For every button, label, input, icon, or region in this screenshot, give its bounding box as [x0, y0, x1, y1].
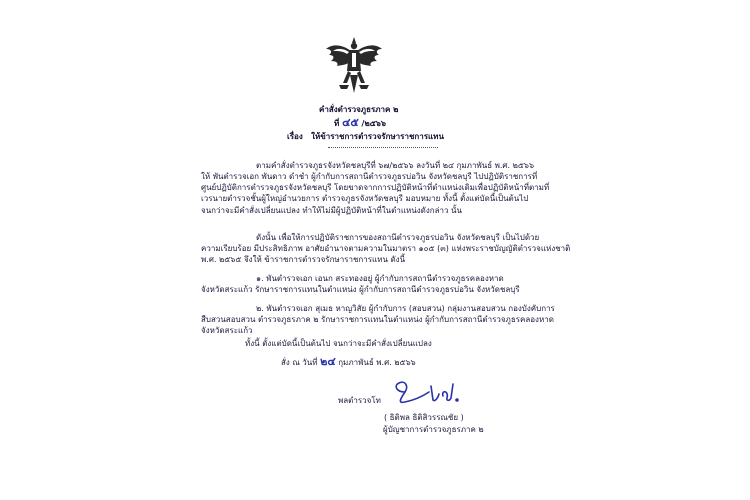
dateline	[281, 356, 416, 368]
subject-label: เรื่อง	[287, 132, 303, 141]
dateline-rest: กุมภาพันธ์ พ.ศ. ๒๕๖๖	[338, 358, 416, 367]
signature-position: ผู้บัญชาการตำรวจภูธรภาค ๒	[383, 425, 484, 434]
dateline-prefix: สั่ง ณ วันที่	[281, 358, 318, 367]
subject-text: ให้ข้าราชการตำรวจรักษาราชการแทน	[311, 132, 444, 141]
handwritten-signature	[383, 378, 473, 408]
item-1-line: ๑. พันตำรวจเอก เอนก สระทองอยู่ ผู้กำกับการสถานีตำรวจภูธรคลองหาด	[256, 274, 504, 283]
paragraph-1-line: ศูนย์ปฏิบัติการตำรวจภูธรจังหวัดชลบุรี โดยขาดจากการปฏิบัติหน้าที่ตำแหน่งเดิมเพื่อปฏิบัติหน้าที่ตามที่	[201, 183, 550, 192]
order-number	[334, 117, 386, 129]
handwritten-number: ๔๕	[342, 116, 359, 129]
signature-name: ( ธิติพล ธิติสิวรรณชัย )	[384, 413, 464, 422]
paragraph-2-line: ความเรียบร้อย มีประสิทธิภาพ อาศัยอำนาจตามความในมาตรา ๑๐๕ (๓) แห่งพระราชบัญญัติตำรวจแห่งชาติ	[201, 244, 571, 253]
order-title: คำสั่งตำรวจภูธรภาค ๒	[319, 105, 399, 114]
paragraph-1-line: ตามคำสั่งตำรวจภูธรจังหวัดชลบุรีที่ ๖๗/๒๕๖๖ ลงวันที่ ๒๔ กุมภาพันธ์ พ.ศ. ๒๕๖๖	[256, 161, 535, 170]
signature-rank: พลตำรวจโท	[338, 396, 381, 405]
paragraph-2-line: พ.ศ. ๒๕๖๕ จึงให้ ข้าราชการตำรวจรักษาราชการแทน ดังนี้	[201, 255, 406, 264]
item-1-line: จังหวัดสระแก้ว รักษาราชการแทนในตำแหน่ง ผู้กำกับการสถานีตำรวจภูธรบ่อวิน จังหวัดชลบุรี	[201, 285, 520, 294]
item-2-line: จังหวัดสระแก้ว	[201, 326, 253, 335]
paragraph-1-line: เวรนายตำรวจชั้นผู้ใหญ่อำนวยการ ตำรวจภูธรจังหวัดชลบุรี มอบหมาย ทั้งนี้ ตั้งแต่บัดนี้เป็นต้นไป	[201, 194, 529, 203]
item-2-line: สืบสวนสอบสวน ตำรวจภูธรภาค ๒ รักษาราชการแทนในตำแหน่ง ผู้กำกับการสถานีตำรวจภูธรคลองหาด	[201, 315, 554, 324]
subject-line	[287, 131, 444, 142]
header-divider	[328, 147, 438, 148]
paragraph-1-line: จนกว่าจะมีคำสั่งเปลี่ยนแปลง ทำให้ไม่มีผู้ปฏิบัติหน้าที่ในตำแหน่งดังกล่าว นั้น	[201, 206, 462, 215]
handwritten-day: ๒๔	[320, 355, 336, 368]
paragraph-1-line: ให้ พันตำรวจเอก พันดาว ดำชำ ผู้กำกับการสถานีตำรวจภูธรบ่อวิน จังหวัดชลบุรี ไปปฏิบัติราชการที่	[201, 172, 538, 181]
number-prefix: ที่	[334, 119, 340, 128]
garuda-emblem	[323, 35, 385, 97]
number-suffix: /๒๕๖๖	[361, 119, 386, 128]
paragraph-2-line: ดังนั้น เพื่อให้การปฏิบัติราชการของสถานีตำรวจภูธรบ่อวิน จังหวัดชลบุรี เป็นไปด้วย	[256, 233, 540, 242]
closing-line: ทั้งนี้ ตั้งแต่บัดนี้เป็นต้นไป จนกว่าจะมีคำสั่งเปลี่ยนแปลง	[245, 339, 432, 348]
item-2-line: ๒. พันตำรวจเอก สุเมธ หาญวิสัย ผู้กำกับการ (สอบสวน) กลุ่มงานสอบสวน กองบังคับการ	[256, 304, 555, 313]
